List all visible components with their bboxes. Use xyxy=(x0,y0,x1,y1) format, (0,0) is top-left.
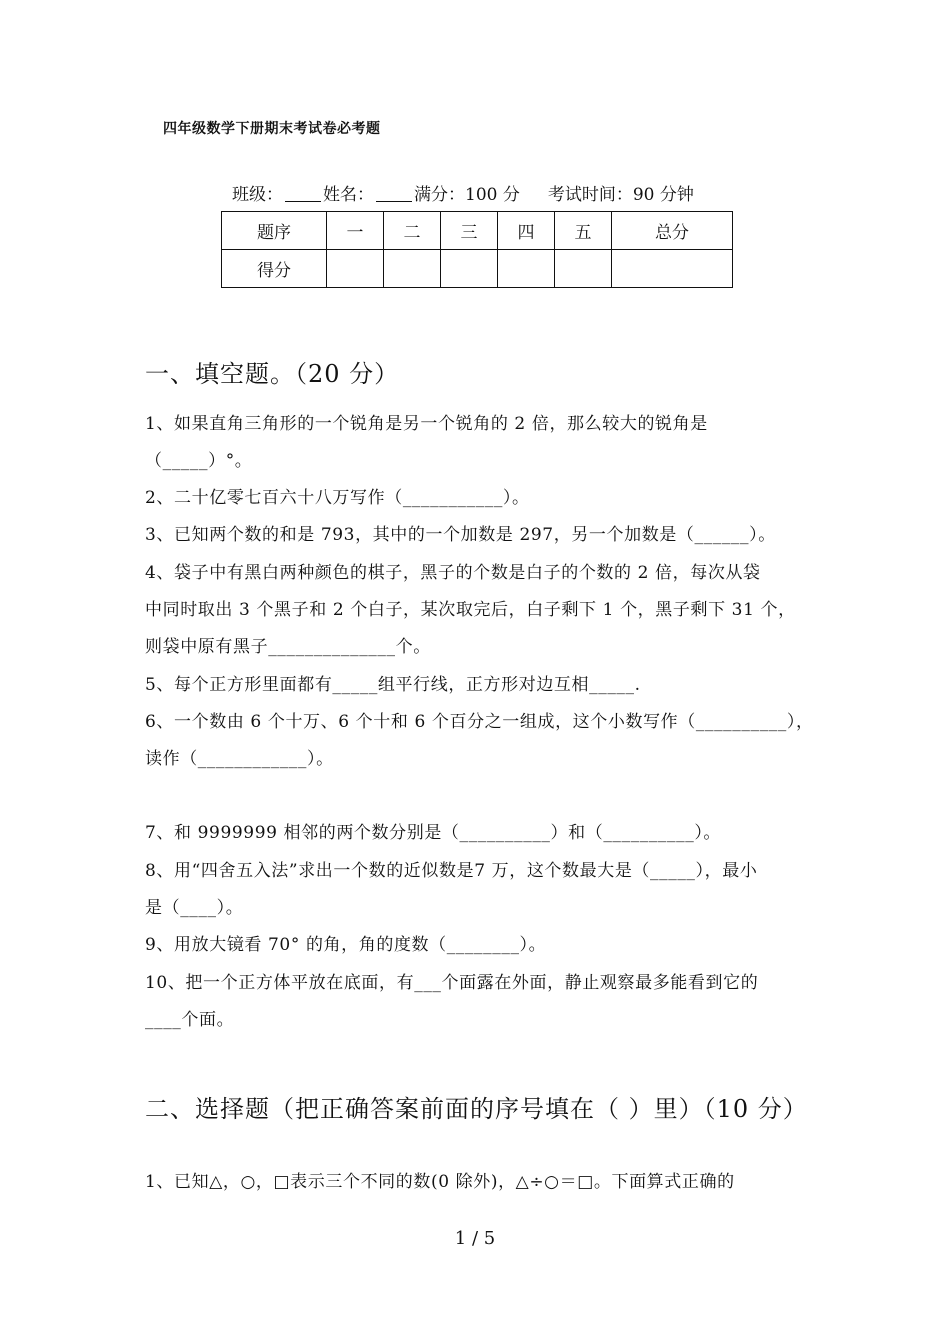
exam-time: 考试时间：90 分钟 xyxy=(547,185,694,205)
name-label: 姓名： xyxy=(323,185,374,205)
score-table xyxy=(221,211,733,288)
section2-heading: 二、选择题（把正确答案前面的序号填在（ ）里）（10 分） xyxy=(145,1095,808,1123)
class-label: 班级： xyxy=(232,185,283,205)
question-line: 6、一个数由 6 个十万、6 个十和 6 个百分之一组成，这个小数写作（__________）， xyxy=(145,712,814,732)
question-line: 4、袋子中有黑白两种颜色的棋子，黑子的个数是白子的个数的 2 倍，每次从袋 xyxy=(145,563,761,583)
header-cell: 总分 xyxy=(612,212,733,250)
question-line: 读作（____________）。 xyxy=(145,749,334,769)
question-line: 10、把一个正方体平放在底面，有___个面露在外面，静止观察最多能看到它的 xyxy=(145,973,759,993)
header-cell: 三 xyxy=(441,212,498,250)
score-cell[interactable] xyxy=(327,250,384,288)
question-line: 9、用放大镜看 70° 的角，角的度数（________）。 xyxy=(145,935,547,955)
question-line: （_____）°。 xyxy=(145,451,253,471)
section1-heading: 一、填空题。（20 分） xyxy=(145,360,400,388)
score-cell[interactable] xyxy=(441,250,498,288)
question-line: 3、已知两个数的和是 793，其中的一个加数是 297，另一个加数是（______）。 xyxy=(145,525,776,545)
question-line: 7、和 9999999 相邻的两个数分别是（__________）和（__________）。 xyxy=(145,823,722,843)
score-cell[interactable] xyxy=(498,250,555,288)
score-row-label: 得分 xyxy=(222,250,327,288)
score-table-header-row xyxy=(222,212,733,250)
question-line: 2、二十亿零七百六十八万写作（___________）。 xyxy=(145,488,530,508)
header-cell: 五 xyxy=(555,212,612,250)
header-cell: 四 xyxy=(498,212,555,250)
header-cell: 一 xyxy=(327,212,384,250)
score-cell[interactable] xyxy=(384,250,441,288)
name-blank xyxy=(376,186,412,202)
question-line: ____个面。 xyxy=(145,1010,235,1030)
document-title: 四年级数学下册期末考试卷必考题 xyxy=(163,121,381,137)
class-blank xyxy=(285,186,321,202)
question-line: 1、已知△，○，□表示三个不同的数(0 除外)，△÷○＝□。下面算式正确的 xyxy=(145,1172,735,1192)
score-cell-total[interactable] xyxy=(612,250,733,288)
header-cell: 二 xyxy=(384,212,441,250)
question-line: 5、每个正方形里面都有_____组平行线，正方形对边互相_____. xyxy=(145,675,641,695)
page-number: 1 / 5 xyxy=(454,1228,496,1249)
question-line: 是（____）。 xyxy=(145,898,244,918)
full-score: 满分：100 分 xyxy=(414,185,520,205)
question-line: 8、用“四舍五入法”求出一个数的近似数是7 万，这个数最大是（_____），最小 xyxy=(145,861,758,881)
question-line: 1、如果直角三角形的一个锐角是另一个锐角的 2 倍，那么较大的锐角是 xyxy=(145,414,708,434)
question-line: 中同时取出 3 个黑子和 2 个白子，某次取完后，白子剩下 1 个，黑子剩下 31 个， xyxy=(145,600,796,620)
score-cell[interactable] xyxy=(555,250,612,288)
score-table-score-row xyxy=(222,250,733,288)
student-info-line xyxy=(232,180,694,205)
header-cell: 题序 xyxy=(222,212,327,250)
question-line: 则袋中原有黑子______________个。 xyxy=(145,637,431,657)
